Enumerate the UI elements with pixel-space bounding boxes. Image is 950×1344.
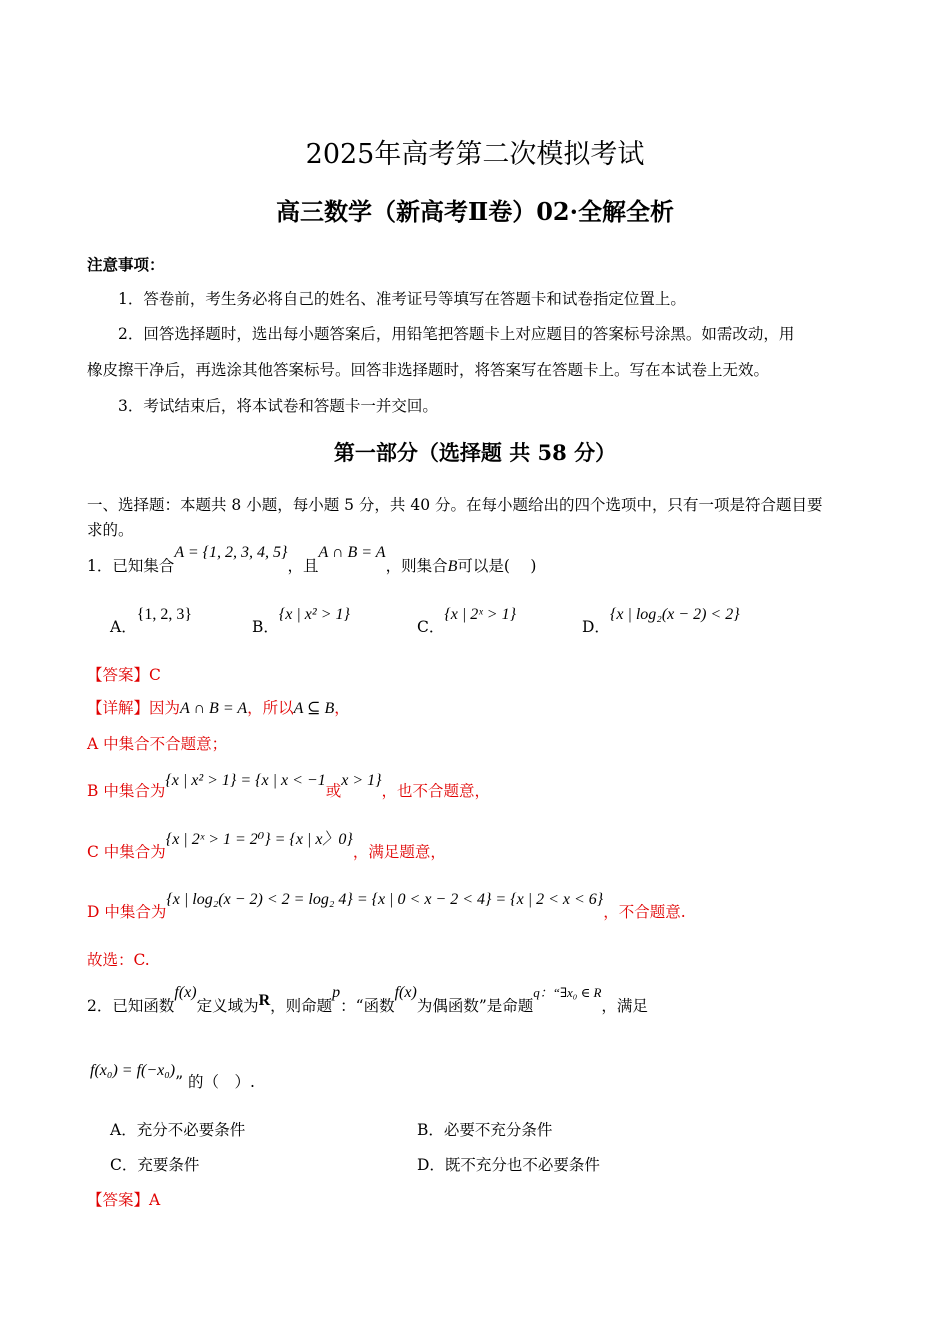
- q1-option-a: [110, 602, 193, 636]
- section-title: 第一部分（选择题 共 58 分）: [333, 440, 617, 465]
- q1-option-d: [582, 602, 740, 636]
- q1-line-b-or: 或: [325, 782, 342, 800]
- q2-math-fx-2: f(x): [394, 984, 417, 1001]
- notice-heading: 注意事项：: [87, 255, 165, 274]
- q2-math-condition: f(x₀) = f(−x₀): [90, 1062, 176, 1079]
- q1-answer: 【答案】C: [87, 666, 161, 684]
- q1-math-set-a: A = {1, 2, 3, 4, 5}: [174, 544, 288, 561]
- q2-math-q: q：“∃x₀ ∈ R: [533, 985, 602, 1000]
- q2-math-fx: f(x): [174, 984, 197, 1001]
- q1-option-c-label: C．: [417, 618, 445, 636]
- q2-text-4: ：“函数: [340, 997, 395, 1015]
- q1-line-b-math-1: {x | x² > 1} = {x | x < −1: [165, 772, 326, 789]
- q2-option-d: D．既不充分也不必要条件: [417, 1156, 600, 1174]
- notice-item-2a: 2．回答选择题时，选出每小题答案后，用铅笔把答题卡上对应题目的答案标号涂黑。如需改动，用: [118, 325, 795, 343]
- q2-text-7: ” 的（ ）.: [175, 1073, 255, 1091]
- notice-item-3: 3．考试结束后，将本试卷和答题卡一并交回。: [118, 397, 438, 415]
- q1-line-a: A 中集合不合题意；: [87, 735, 228, 753]
- q1-detail-text-2: ，所以: [247, 699, 294, 717]
- q1-option-a-math: {1, 2, 3}: [136, 606, 193, 623]
- q2-text-2: 定义域为: [196, 997, 259, 1015]
- q1-detail-label: 【详解】因为: [87, 699, 181, 717]
- q1-text-2: ，且: [287, 557, 319, 575]
- q1-line-c: [87, 826, 446, 861]
- q1-line-b: [87, 768, 491, 800]
- q2-text-5: 为偶函数”是命题: [416, 997, 534, 1015]
- q2-option-b: B．必要不充分条件: [417, 1121, 553, 1139]
- q1-line-b-math-2: x > 1}: [341, 772, 382, 789]
- q1-line-d-pre: D 中集合为: [87, 903, 167, 921]
- q2-option-c: C．充要条件: [110, 1156, 200, 1174]
- q1-option-b: [252, 602, 350, 636]
- q1-line-d-math: {x | log₂(x − 2) < 2 = log₂ 4} = {x | 0 < x − 2 < 4} = {x | 2 < x < 6}: [166, 891, 604, 908]
- q2-stem-line-2: [90, 1058, 255, 1091]
- q1-option-b-label: B．: [252, 618, 279, 636]
- q1-math-b: B: [447, 558, 458, 575]
- q1-option-c-math: {x | 2ˣ > 1}: [444, 606, 516, 623]
- q1-option-b-math: {x | x² > 1}: [278, 606, 350, 623]
- q1-text-1: 1．已知集合: [87, 557, 175, 575]
- q1-detail-math-1: A ∩ B = A: [180, 700, 248, 717]
- q1-line-c-pre: C 中集合为: [87, 843, 166, 861]
- q2-math-p: p: [332, 984, 341, 1001]
- notice-item-1: 1．答卷前，考生务必将自己的姓名、准考证号等填写在答题卡和试卷指定位置上。: [118, 290, 686, 308]
- q2-option-a: A．充分不必要条件: [110, 1121, 246, 1139]
- q1-option-c: [417, 602, 516, 636]
- q2-text-1: 2．已知函数: [87, 997, 175, 1015]
- notice-item-2b: 橡皮擦干净后，再选涂其他答案标号。回答非选择题时，将答案写在答题卡上。写在本试卷上无效。: [87, 361, 770, 379]
- q1-detail-math-2: A ⊆ B: [293, 700, 335, 717]
- q1-line-c-math: {x | 2ˣ > 1 = 2⁰} = {x | x〉0}: [165, 831, 353, 848]
- question-2-stem: [87, 980, 648, 1015]
- q1-option-a-label: A．: [110, 618, 137, 636]
- q1-text-4: 可以是( ): [457, 557, 537, 575]
- q2-text-3: ，则命题: [270, 997, 333, 1015]
- q2-text-6: ，满足: [601, 997, 648, 1015]
- q1-option-d-math: {x | log₂(x − 2) < 2}: [609, 606, 740, 623]
- question-1-stem: [87, 540, 537, 575]
- exam-subtitle: 高三数学（新高考Ⅱ卷）02·全解全析: [276, 197, 674, 226]
- q1-line-d-post: ，不合题意.: [603, 903, 686, 921]
- q1-conclusion: 故选：C.: [87, 951, 150, 969]
- q1-detail: [87, 696, 350, 718]
- q1-line-c-post: ，满足题意，: [352, 843, 446, 861]
- q1-line-b-post: ，也不合题意，: [381, 782, 491, 800]
- q2-math-r: R: [258, 992, 271, 1009]
- section-intro-b: 求的。: [87, 521, 134, 539]
- q1-text-3: ，则集合: [385, 557, 448, 575]
- q1-detail-text-3: ，: [334, 699, 350, 717]
- q2-answer: 【答案】A: [87, 1191, 161, 1209]
- section-intro-a: 一、选择题：本题共 8 小题，每小题 5 分，共 40 分。在每小题给出的四个选项中，只有一项是符合题目要: [87, 496, 823, 514]
- q1-math-intersection: A ∩ B = A: [318, 544, 386, 561]
- q1-option-d-label: D．: [582, 618, 610, 636]
- q1-line-d: [87, 887, 686, 921]
- exam-title: 2025年高考第二次模拟考试: [305, 139, 645, 170]
- q1-line-b-pre: B 中集合为: [87, 782, 166, 800]
